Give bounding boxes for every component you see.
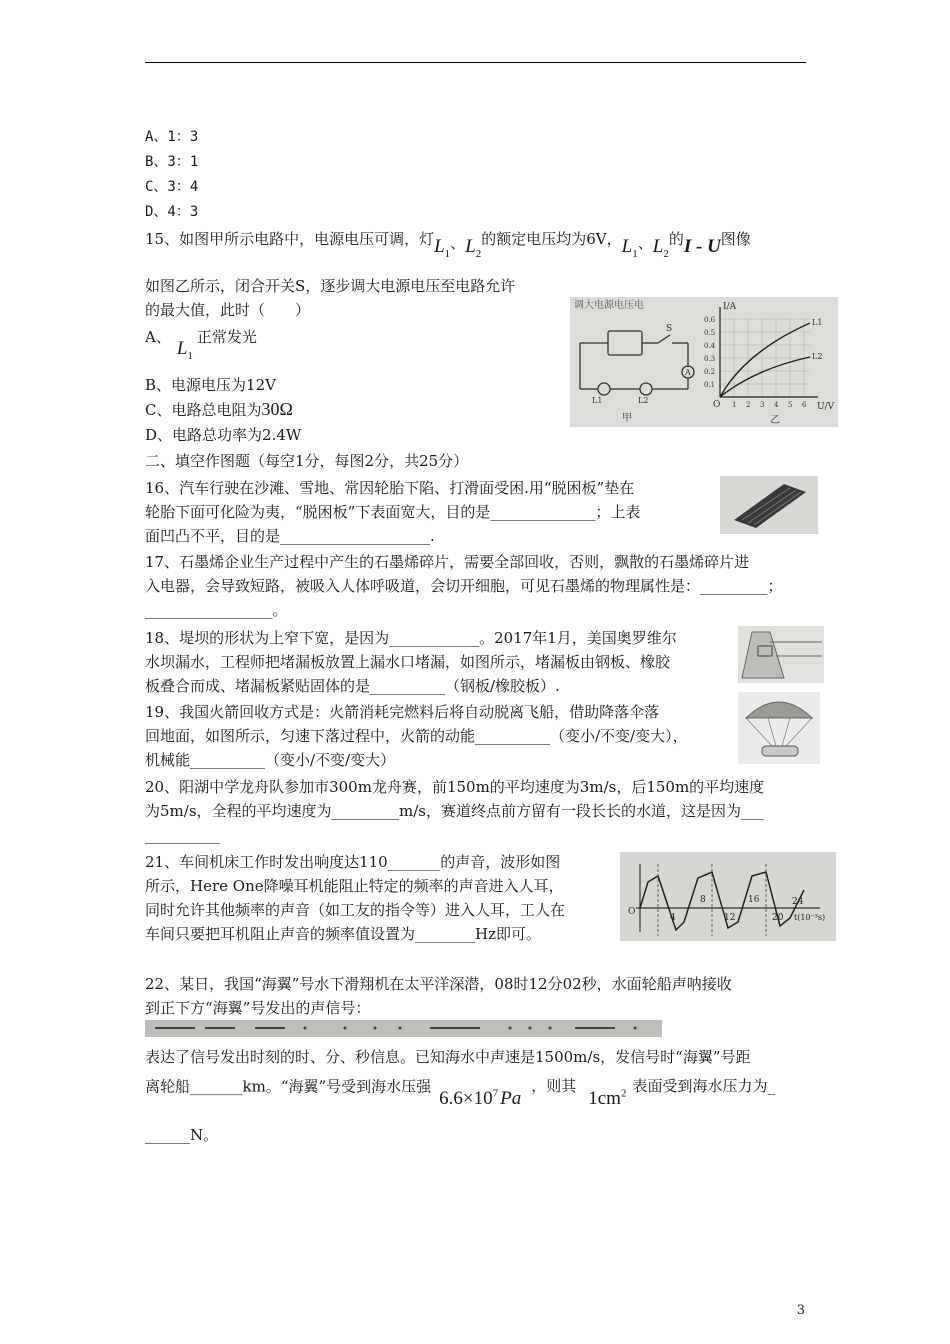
svg-text:0.6: 0.6	[704, 316, 716, 324]
q22-line2: 到正下方“海翼”号发出的声信号：	[145, 999, 371, 1017]
q21-line4: 车间只要把耳机阻止声音的频率值设置为________Hz即可。	[145, 925, 541, 943]
q15-fig-title: 调大电源电压电	[574, 300, 644, 311]
wave-unit: t(10⁻³s)	[794, 913, 826, 922]
svg-text:12: 12	[724, 913, 736, 923]
q15-option-b: B、电源电压为12V	[145, 376, 276, 394]
q16-line2: 轮胎下面可化险为夷，“脱困板”下表面宽大，目的是______________；上表	[145, 503, 641, 521]
wave-origin: O	[628, 907, 636, 917]
ammeter-label: A	[685, 368, 691, 377]
q18-line1: 18、堤坝的形状为上窄下宽，是因为____________。2017年1月，美国奥罗维尔	[145, 629, 677, 647]
waveform-figure	[620, 852, 836, 941]
traction-board-figure	[720, 476, 818, 534]
option-d: D、4：3	[145, 204, 199, 220]
parachute-rocket-figure	[738, 692, 820, 764]
q15-option-a: A、$L_1$正常发光	[145, 328, 257, 362]
q15-text-c: 的	[668, 230, 684, 248]
svg-text:5: 5	[788, 401, 793, 409]
curve1-label: L1	[812, 318, 823, 327]
page-number: 3	[796, 1303, 805, 1318]
svg-text:0.1: 0.1	[704, 381, 716, 389]
q15-text-a: 15、如图甲所示电路中，电源电压可调，灯	[145, 230, 435, 248]
q22-line1: 22、某日，我国“海翼”号水下滑翔机在太平洋深潜，08时12分02秒，水面轮船声呐接收	[145, 975, 732, 993]
option-a: A、1：3	[145, 129, 199, 145]
svg-text:6: 6	[802, 401, 807, 409]
svg-text:0.4: 0.4	[704, 342, 716, 350]
svg-text:0.2: 0.2	[704, 368, 716, 376]
q18-line2: 水坝漏水，工程师把堵漏板放置上漏水口堵漏，如图所示，堵漏板由钢板、橡胶	[145, 653, 671, 671]
q15-figure	[570, 297, 838, 427]
q19-line2: 回地面，如图所示，匀速下落过程中，火箭的动能__________（变小/不变/变大），	[145, 727, 688, 745]
q15-line1: 15、如图甲所示电路中，电源电压可调，灯$L_1$、$L_2$的额定电压均为6V，$L_1$、$L_2$的I - U图像	[145, 230, 751, 260]
q19-line3: 机械能__________（变小/不变/变大）	[145, 751, 396, 769]
option-c: C、3：4	[145, 179, 199, 195]
q21-line3: 同时允许其他频率的声音（如工友的指令等）进入人耳，工人在	[145, 901, 566, 919]
q16-line1: 16、汽车行驶在沙滩、雪地、常因轮胎下陷、打滑面受困.用“脱困板”垫在	[145, 479, 635, 497]
q18-line3: 板叠合而成、堵漏板紧贴固体的是__________（钢板/橡胶板）.	[145, 677, 560, 695]
svg-text:4: 4	[670, 913, 676, 923]
q15-l1b: $L_1$	[621, 236, 638, 260]
q15-line3: 的最大值，此时（ ）	[145, 301, 311, 319]
q15-option-d: D、电路总功率为2.4W	[145, 426, 302, 444]
svg-text:4: 4	[774, 401, 779, 409]
q15-iu: I - U	[683, 236, 721, 257]
q16-line3: 面凹凸不平，目的是____________________.	[145, 527, 435, 545]
svg-text:8: 8	[700, 895, 706, 905]
q15-l1: $L_1$	[434, 236, 451, 260]
q22-line3: 表达了信号发出时刻的时、分、秒信息。已知海水中声速是1500m/s，发信号时“海翼”号距	[145, 1048, 751, 1066]
q15-text-b: 的额定电压均为6V，	[481, 230, 622, 248]
q15-option-c: C、电路总电阻为30Ω	[145, 399, 293, 419]
q15-line2: 如图乙所示，闭合开关S，逐步调大电源电压至电路允许	[145, 277, 516, 295]
svg-text:2: 2	[746, 401, 751, 409]
svg-text:0.3: 0.3	[704, 355, 716, 363]
q15-text-d: 图像	[720, 230, 751, 248]
svg-text:0.5: 0.5	[704, 329, 716, 337]
lamp1-label: L1	[592, 396, 603, 405]
section-heading: 二、填空作图题（每空1分，每图2分，共25分）	[145, 452, 469, 470]
q22-pressure: $6.6\times 10^7$ Pa	[439, 1088, 522, 1110]
svg-text:16: 16	[748, 895, 760, 905]
q22-area: $1cm^2$	[588, 1088, 627, 1110]
svg-text:1: 1	[732, 401, 737, 409]
label-jia: 甲	[622, 413, 632, 424]
q22-line5: ______N。	[145, 1126, 219, 1144]
curve2-label: L2	[812, 352, 823, 361]
q20-line1: 20、阳湖中学龙舟队参加市300m龙舟赛，前150m的平均速度为3m/s，后150m的平均速度	[145, 778, 765, 796]
header-rule	[145, 62, 806, 63]
q17-line3: _________________。	[145, 601, 288, 619]
q15-l2: $L_2$	[465, 236, 482, 260]
switch-label: S	[666, 324, 673, 334]
q22-line4: 离轮船_______km。“海翼”号受到海水压强$6.6\times 10^7$ Pa，则其$1cm^2$ 表面受到海水压力为_	[145, 1077, 775, 1110]
lamp2-label: L2	[638, 396, 649, 405]
sonar-signal-strip	[145, 1020, 662, 1037]
q17-line1: 17、石墨烯企业生产过程中产生的石墨烯碎片，需要全部回收，否则，飘散的石墨烯碎片进	[145, 553, 750, 571]
q20-line2: 为5m/s，全程的平均速度为_________m/s，赛道终点前方留有一段长长的水道，这是因为___	[145, 802, 764, 820]
dam-figure	[738, 626, 824, 683]
svg-text:24: 24	[792, 897, 804, 907]
axis-y-label: I/A	[723, 302, 737, 312]
svg-text:3: 3	[760, 401, 765, 409]
q20-line3: __________	[145, 826, 220, 844]
svg-text:20: 20	[772, 913, 784, 923]
option-b: B、3：1	[145, 154, 199, 170]
label-yi: 乙	[770, 415, 780, 426]
q17-line2: 入电器，会导致短路，被吸入人体呼吸道，会切开细胞，可见石墨烯的物理属性是：_________；	[145, 577, 783, 595]
q15-l2b: $L_2$	[652, 236, 669, 260]
axis-x-label: U/V	[817, 402, 835, 412]
graph-origin: O	[713, 400, 721, 410]
q21-line2: 所示，Here One降噪耳机能阻止特定的频率的声音进入人耳，	[145, 877, 564, 895]
q19-line1: 19、我国火箭回收方式是：火箭消耗完燃料后将自动脱离飞船，借助降落伞落	[145, 703, 660, 721]
q21-line1: 21、车间机床工作时发出响度达110_______的声音，波形如图	[145, 853, 561, 871]
